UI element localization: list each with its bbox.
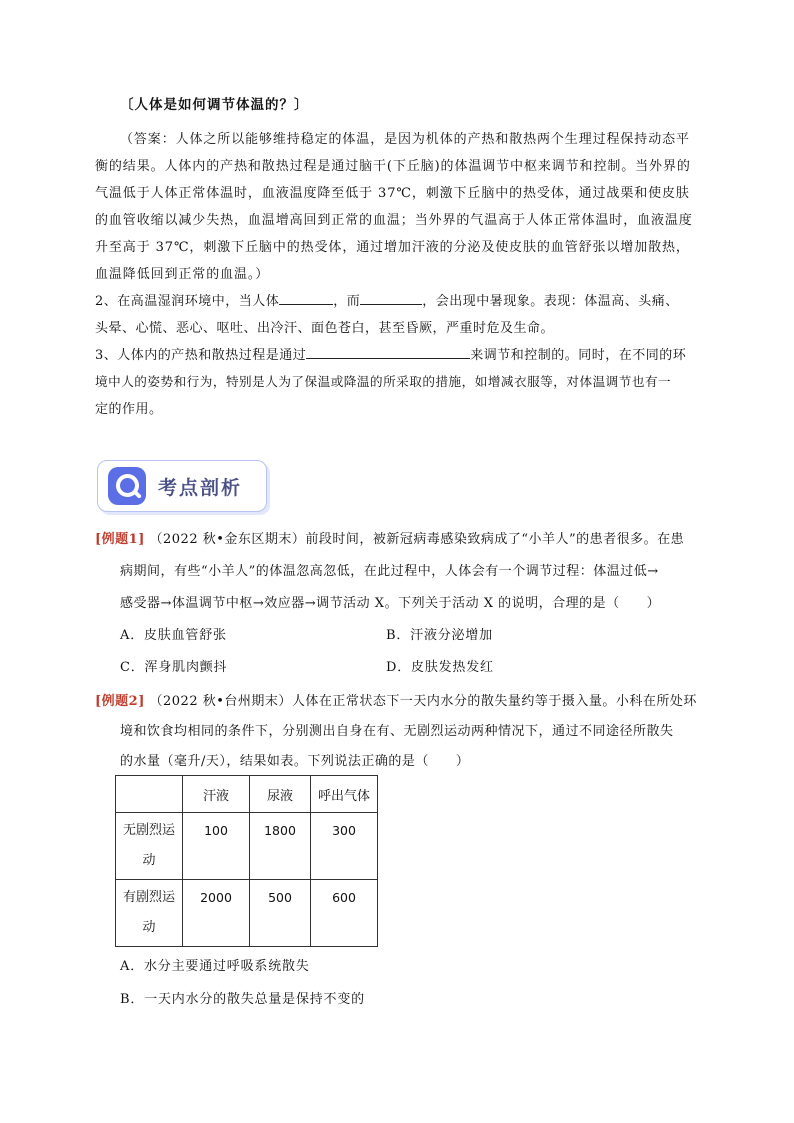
table-cell: 100 <box>183 813 250 880</box>
row-label-line: 有剧烈运 <box>122 890 175 905</box>
item-3-line-2: 境中人的姿势和行为，特别是人为了保温或降温的所采取的措施，如增减衣服等，对体温调节也有一 <box>95 374 672 389</box>
item-3-line-1 <box>95 344 686 363</box>
item-3-text-b: 来调节和控制的。同时，在不同的环 <box>470 348 687 363</box>
item-2-text-b: ，而 <box>333 294 361 309</box>
example-1-choice-a[interactable]: A．皮肤血管舒张 <box>120 628 227 643</box>
table-header-cell: 汗液 <box>183 776 250 813</box>
answer-line-4: 的血管收缩以减少失热，血温增高回到正常的血温；当外界的气温高于人体正常体温时，血液温度 <box>95 213 693 228</box>
example-1-choice-d[interactable]: D．皮肤发热发红 <box>386 660 494 675</box>
banner-title: 考点剖析 <box>158 477 243 499</box>
example-2-text-1: （2022 秋•台州期末）人体在正常状态下一天内水分的散失量约等于摄入量。小科在所处环 <box>149 694 697 709</box>
table-header-cell: 呼出气体 <box>311 776 378 813</box>
example-2-line-2: 境和饮食均相同的条件下，分别测出自身在有、无剧烈运动两种情况下，通过不同途径所散失 <box>120 724 674 739</box>
item-2-text-a: 2、在高温湿润环境中，当人体 <box>95 294 280 309</box>
row-label-line: 无剧烈运 <box>122 823 175 838</box>
section-banner <box>97 460 267 512</box>
example-1-choice-c[interactable]: C．浑身肌肉颤抖 <box>120 660 228 675</box>
table-row <box>116 813 378 880</box>
table-cell: 500 <box>250 880 311 947</box>
example-2-line-1 <box>95 690 697 709</box>
table-row-label <box>116 813 183 880</box>
example-1-line-1 <box>95 528 684 547</box>
table-cell: 2000 <box>183 880 250 947</box>
table-header-cell: 尿液 <box>250 776 311 813</box>
example-2-label: [例题2] <box>95 694 145 709</box>
table-cell: 600 <box>311 880 378 947</box>
example-1-label: [例题1] <box>95 532 145 547</box>
answer-line-6: 血温降低回到正常的血温。） <box>95 267 270 282</box>
example-2-line-3: 的水量（毫升/天），结果如表。下列说法正确的是（ ） <box>120 754 470 769</box>
table-cell: 1800 <box>250 813 311 880</box>
example-1-line-2: 病期间，有些“小羊人”的体温忽高忽低，在此过程中，人体会有一个调节过程：体温过低→ <box>120 564 659 579</box>
example-1-choice-b[interactable]: B．汗液分泌增加 <box>386 628 493 643</box>
item-2-text-c: ，会出现中暑现象。表现：体温高、头痛、 <box>422 294 679 309</box>
example-2-choice-b[interactable]: B．一天内水分的散失总量是保持不变的 <box>120 992 365 1007</box>
item-2-line-1 <box>95 290 679 309</box>
table-header-row <box>116 776 378 813</box>
example-1-text-1: （2022 秋•金东区期末）前段时间，被新冠病毒感染致病成了“小羊人”的患者很多。在患 <box>149 532 685 547</box>
answer-line-3: 气温低于人体正常体温时，血液温度降至低于 37℃，刺激下丘脑中的热受体，通过战栗和使皮肤 <box>95 186 690 201</box>
example-2-choice-a[interactable]: A．水分主要通过呼吸系统散失 <box>120 959 310 974</box>
answer-line-1: （答案：人体之所以能够维持稳定的体温，是因为机体的产热和散热两个生理过程保持动态平 <box>120 132 690 147</box>
table-row <box>116 880 378 947</box>
question-title: 〔人体是如何调节体温的？〕 <box>120 97 309 113</box>
row-label-line: 动 <box>142 920 156 935</box>
item-2-line-2: 头晕、心慌、恶心、呕吐、出冷汗、面色苍白，甚至昏厥，严重时危及生命。 <box>95 321 555 336</box>
search-icon <box>108 467 146 505</box>
row-label-line: 动 <box>142 853 156 868</box>
answer-line-2: 衡的结果。人体内的产热和散热过程是通过脑干(下丘脑)的体温调节中枢来调节和控制。当外界的 <box>95 159 691 174</box>
table-header-cell <box>116 776 183 813</box>
fill-blank-2[interactable] <box>360 292 422 305</box>
example-1-line-3: 感受器→体温调节中枢→效应器→调节活动 X。下列关于活动 X 的说明，合理的是（ ） <box>120 596 661 611</box>
item-3-text-a: 3、人体内的产热和散热过程是通过 <box>95 348 307 363</box>
water-loss-table <box>115 775 378 947</box>
fill-blank-1[interactable] <box>279 292 333 305</box>
fill-blank-3[interactable] <box>306 346 470 359</box>
table-row-label <box>116 880 183 947</box>
answer-line-5: 升至高于 37℃，刺激下丘脑中的热受体，通过增加汗液的分泌及使皮肤的血管舒张以增加散热， <box>95 240 690 255</box>
item-3-line-3: 定的作用。 <box>95 402 163 417</box>
table-cell: 300 <box>311 813 378 880</box>
